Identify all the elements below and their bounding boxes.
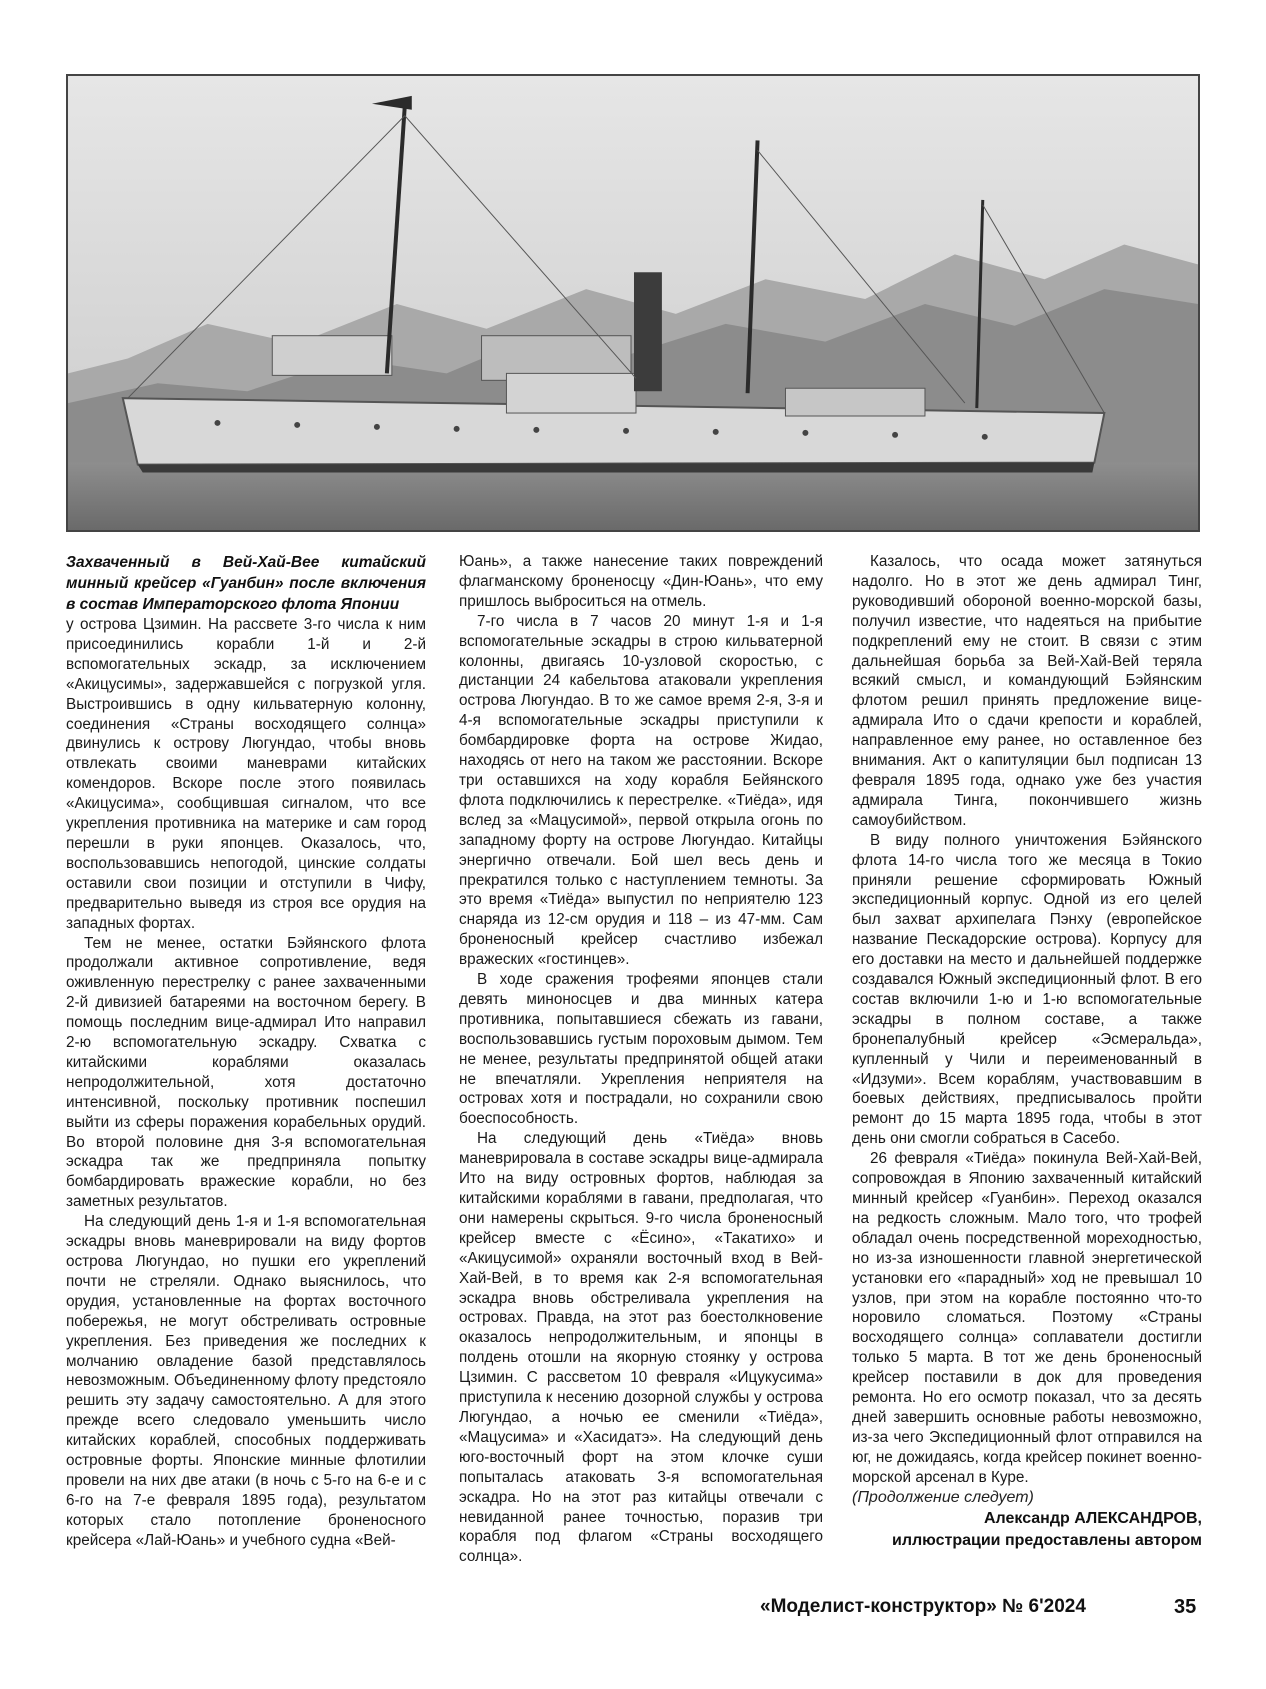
paragraph: 26 февраля «Тиёда» покинула Вей-Хай-Вей, сопровождая в Японию захваченный китайский минный крейсер «Гуанбин». Переход оказался на редкость сложным. Мало того, что трофей обладал очень посредственной мореходностью, но из-за изношенности главной энергетической установки его «парадный» ход не превышал 10 узлов, при этом на корабле постоянно что-то норовило сломаться. Поэтому «Страны восходящего солнца» соплаватели достигли только 5 марта. В тот же день броненосный крейсер поставили в док для проведения ремонта. Но его осмотр показал, что за десять дней завершить основные работы невозможно, из-за чего Экспедиционный флот отправился на юг, не дожидаясь, когда крейсер покинет военно-морской арсенал в Куре. bbox=[852, 1150, 1202, 1486]
cruiser-photo-image bbox=[68, 76, 1198, 530]
magazine-title: «Моделист-конструктор» № 6'2024 bbox=[760, 1596, 1086, 1617]
paragraph: 7-го числа в 7 часов 20 минут 1-я и 1-я вспомогательные эскадры в строю кильватерной колонны, двигаясь 10-узловой скоростью, с дистанции 24 кабельтова атаковали укрепления острова Люгундао. В то же самое время 2-я, 3-я и 4-я вспомогательные эскадры приступили к бомбардировке форта на острове Жидао, находясь от него на таком же расстоянии. Вскоре три оставшихся на ходу корабля Бейянского флота подключились к перестрелке. «Тиёда», идя вслед за «Мацусимой», первой открыла огонь по западному форту на острове Люгундао. Китайцы энергично отвечали. Бой шел весь день и прекратился только с наступлением темноты. За это время «Тиёда» выпустил по неприятелю 123 снаряда из 12-см орудия и 118 – из 47-мм. Сам броненосный крейсер счастливо избежал вражеских «гостинцев». bbox=[459, 612, 823, 969]
cruiser-photo bbox=[66, 74, 1200, 532]
paragraph: В ходе сражения трофеями японцев стали девять миноносцев и два минных катера противника, попытавшиеся сбежать из гавани, воспользовавшись густым пороховым дымом. Тем не менее, результаты предпринятой общей атаки не впечатляли. Укрепления неприятеля на островах хотя и пострадали, но сохранили свою боеспособность. bbox=[459, 971, 823, 1128]
paragraph: Казалось, что осада может затянуться надолго. Но в этот же день адмирал Тинг, руководивший обороной военно-морской базы, получил известие, что надеяться на прибытие подкреплений ему не стоит. В связи с этим дальнейшая борьба за Вей-Хай-Вей теряла всякий смысл, и командующий Бэйянским флотом решил принять предложение вице-адмирала Ито о сдачи крепости и кораблей, направленное ему ранее, но оставленное без внимания. Акт о капитуляции был подписан 13 февраля 1895 года, однако уже без участия адмирала Тинга, покончившего жизнь самоубийством. bbox=[852, 553, 1202, 829]
paragraph: На следующий день «Тиёда» вновь маневрировала в составе эскадры вице-адмирала Ито на виду островных фортов, наблюдая за китайскими кораблями в гавани, предполагая, что они намерены скрыться. 9-го числа броненосный крейсер вместе с «Ёсино», «Такатихо» и «Акицусимой» охраняли восточный вход в Вей-Хай-Вей, в то время как 2-я вспомогательная эскадра вновь обстреливала укрепления на островах. Правда, на этот раз боестолкновение оказалось непродолжительным, и японцы в полдень отошли на якорную стоянку у острова Цзимин. С рассветом 10 февраля «Ицукусима» приступила к несению дозорной службы у острова Люгундао, а ночью ее сменили «Тиёда», «Мацусима» и «Хасидатэ». На следующий день юго-восточный форт на этом клочке суши попыталась атаковать 3-я вспомогательная эскадра. Но на этот раз китайцы отвечали с невиданной ранее точностью, поразив три корабля под флагом «Страны восходящего солнца». bbox=[459, 1130, 823, 1566]
column-3 bbox=[852, 552, 1202, 1552]
paragraph: у острова Цзимин. На рассвете 3-го числа к ним присоединились корабли 1-й и 2-й вспомогательных эскадр, за исключением «Акицусимы», задержавшейся с погрузкой угля. Выстроившись в одну кильватерную колонну, соединения «Страны восходящего солнца» двинулись к острову Люгундао, чтобы вновь отвлекать своими маневрами китайских комендоров. Вскоре после этого появилась «Акицусима», сообщившая сигналом, что все укрепления противника на материке и сам город перешли в руки японцев. Оказалось, что, воспользовавшись непогодой, цинские солдаты оставили свои позиции и отступили в Чифу, предварительно выведя из строя все орудия на западных фортах. bbox=[66, 616, 426, 932]
paragraph: Юань», а также нанесение таких повреждений флагманскому броненосцу «Дин-Юань», что ему пришлось выброситься на отмель. bbox=[459, 553, 823, 610]
author-credit bbox=[852, 1508, 1202, 1552]
author-name: Александр АЛЕКСАНДРОВ, bbox=[983, 1509, 1202, 1527]
paragraph: Тем не менее, остатки Бэйянского флота продолжали активное сопротивление, ведя оживленную перестрелку с ранее захваченными 2-й дивизией батареями на восточном берегу. В помощь последним вице-адмирал Ито направил 2-ю вспомогательную эскадру. Схватка с китайскими кораблями оказалась непродолжительной, хотя достаточно интенсивной, поскольку противник поспешил выйти из сферы поражения корабельных орудий. Во второй половине дня 3-я вспомогательная эскадра так же предприняла попытку бомбардировать вражеские корабли, но без заметных результатов. bbox=[66, 934, 426, 1211]
column-2 bbox=[459, 552, 823, 1567]
to-be-continued: (Продолжение следует) bbox=[852, 1488, 1034, 1506]
photo-caption: Захваченный в Вей-Хай-Вее китайский минный крейсер «Гуанбин» после включения в состав Императорского флота Японии bbox=[66, 554, 426, 613]
column-1 bbox=[66, 552, 426, 1551]
paragraph: В виду полного уничтожения Бэйянского флота 14-го числа того же месяца в Токио приняли решение сформировать Южный экспедиционный корпус. Одной из его целей был захват архипелага Пэнху (европейское название Пескадорские острова). Корпусу для его доставки на место и дальнейшей поддержке создавался Южный экспедиционный флот. В его состав включили 1-ю и 1-ю вспомогательные эскадры в полном составе, а также бронепалубный крейсер «Эсмеральда», купленный у Чили и переименованный в «Идзуми». Всем кораблям, участвовавшим в боевых действиях, предписывалось пройти ремонт до 15 марта 1895 года, чтобы в этот день они смогли собраться в Сасебо. bbox=[852, 831, 1202, 1148]
paragraph: На следующий день 1-я и 1-я вспомогательная эскадры вновь маневрировали на виду фортов острова Люгундао, но пушки его укреплений почти не стреляли. Однако выяснилось, что орудия, установленные на фортах восточного побережья, не могут обстреливать островные укрепления. Без приведения же последних к молчанию овладение базой представлялось невозможным. Объединенному флоту предстояло решить эту задачу самостоятельно. А для этого прежде всего следовало уменьшить число китайских кораблей, способных поддерживать островные форты. Японские минные флотилии провели на них две атаки (в ночь с 5-го на 6-е и с 6-го на 7-е февраля 1895 года), результатом которых стало потопление броненосного крейсера «Лай-Юань» и учебного судна «Вей- bbox=[66, 1213, 426, 1549]
page-number: 35 bbox=[1174, 1596, 1197, 1618]
illustration-credit: иллюстрации предоставлены автором bbox=[891, 1531, 1202, 1549]
